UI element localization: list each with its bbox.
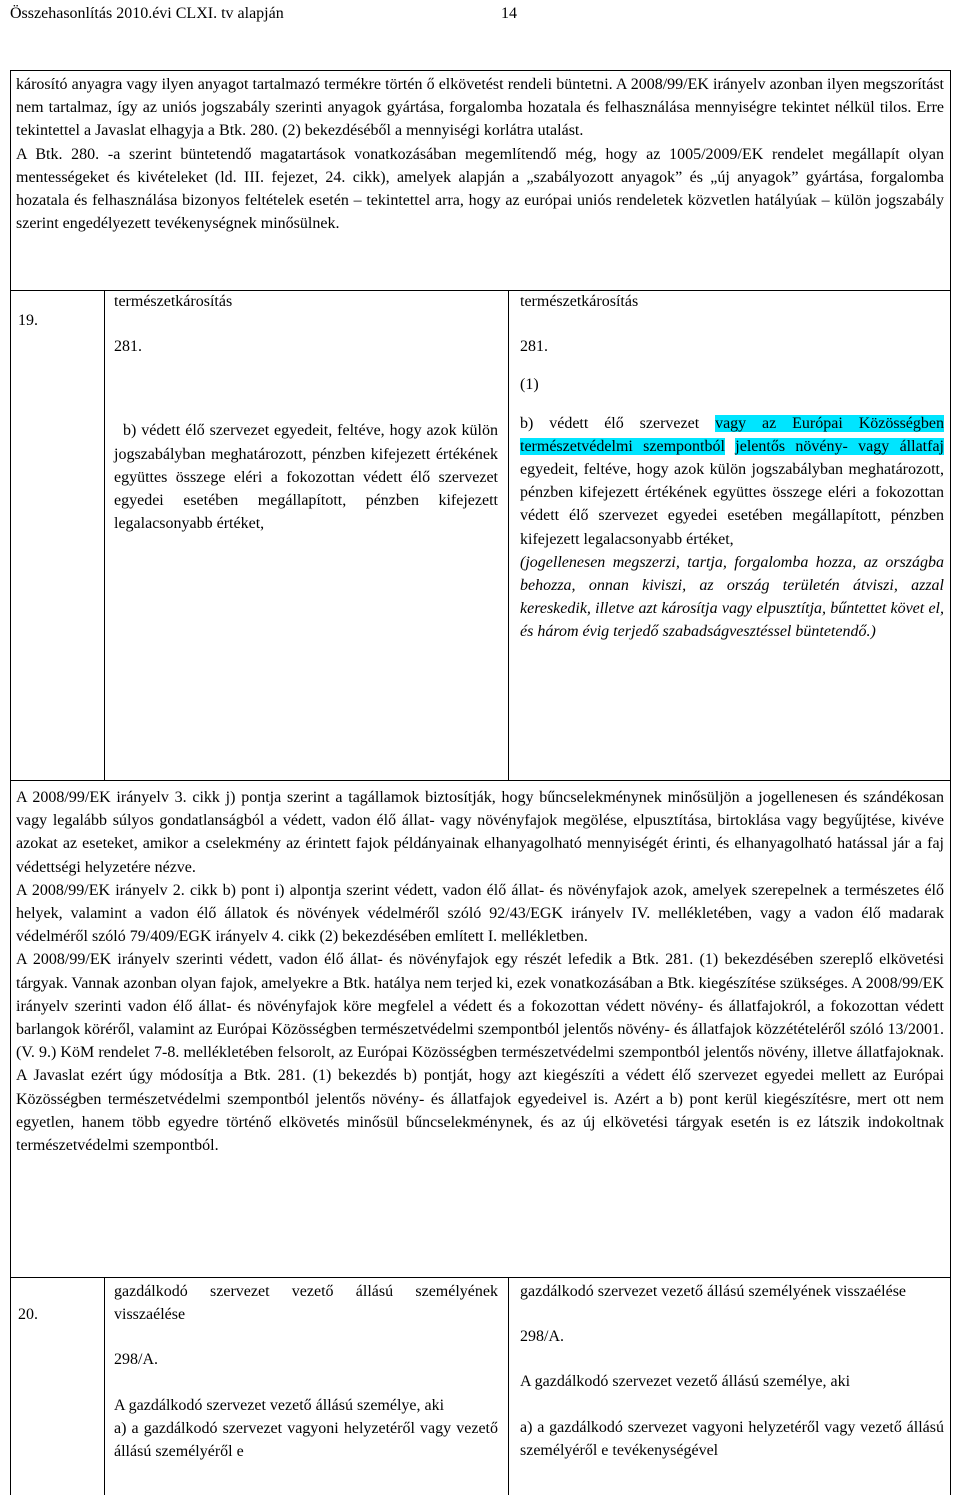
section-number: 281. (114, 338, 142, 356)
section-text: b) védett élő szervezet egyedeit, feltéve, hogy azok külön jogszabályban meghatározott, pénzben kifejezett értékének együttes összege eléri a fokozottan védett élő szervezet egyedei esetében megállapított, pénzben kifejezett legalacsonyabb értéket, (114, 422, 498, 533)
section-number: 281. (520, 338, 548, 356)
section-number: 298/A. (114, 1351, 158, 1369)
row-number: 20. (18, 1306, 38, 1323)
section-heading: gazdálkodó szervezet vezető állású személyének visszaélése (520, 1283, 907, 1300)
highlighted-amendment: jelentős növény- vagy állatfaj (735, 437, 944, 455)
explanation-paragraph: A 2008/99/EK irányelv 2. cikk b) pont i) alpontja szerint védett, vadon élő állat- és növényfajok azok, amelyek szerepelnek a természetes élő helyek, valamint a vadon élő állatok és növények védelméről szóló 92/43/EGK irányelv IV. mellékletében, vagy a vadon élő madarak védelméről szóló 79/409/EGK irányelv 4. cikk (2) bekezdésében említett I. mellékletben. (16, 881, 944, 946)
highlighted-amendment: vagy az Európai Közösségben természetvédelmi szempontból (520, 414, 945, 455)
table-top-border (10, 70, 950, 71)
row-divider (10, 780, 950, 781)
penalty-text: (jogellenesen megszerzi, tartja, forgalomba hozza, az országba behozza, onnan kiviszi, az ország területén átviszi, azzal kereskedik, illetve azt károsítja vagy elpusztítja, bűntettet követ el, és három évig terjedő szabadságvesztéssel büntetendő.) (520, 553, 944, 641)
proposed-law-column (520, 290, 944, 644)
explanation-paragraph: A 2008/99/EK irányelv 3. cikk j) pontja szerint a tagállamok biztosítják, hogy bűncselekménynek minősüljön a jogellenesen és szándékosan vagy legalább súlyos gondatlanságból a védett, vadon élő állat- vagy növényfajok megölése, elpusztítása, birtoklása vagy begyűjtése, kivéve azokat az eseteket, amikor a cselekmény az érintett fajok példányainak elhanyagolható mennyiségét érinti, és elhanyagolható hatással jár a faj védettségi helyzetére nézve. (16, 789, 944, 876)
section-text: a) a gazdálkodó szervezet vagyoni helyzetéről vagy vezető állású személyéről e tevékenységével (520, 1418, 944, 1459)
document-title: Összehasonlítás 2010.évi CLXI. tv alapján (10, 5, 284, 22)
intro-text (16, 73, 944, 235)
current-law-column (114, 1280, 498, 1463)
explanation-paragraph: A 2008/99/EK irányelv szerinti védett, vadon élő állat- és növényfajok egy részét lefedik a Btk. 281. (1) bekezdésében szereplő elkövetési tárgyak. Vannak azonban olyan fajok, amelyekre a Btk. hatálya nem terjed ki, ezek vonatkozásában a Btk. kiegészítése szükséges. A 2008/99/EK irányelv szerinti vadon élő állat- és növényfajok köre megfelel a védett és a fokozottan védett növény- és állatfajokról, a fokozottan védett barlangok köréről, valamint az Európai Közösségben természetvédelmi szempontból jelentős növény- és állatfajok közzétételéről szóló 13/2001. (V. 9.) KöM rendelet 7-8. mellékletében felsorolt, az Európai Közösségben természetvédelmi szempontból jelentős növény, illetve állatfajoknak. A Javaslat ezért úgy módosítja a Btk. 281. (1) bekezdés b) pontját, hogy azt kiegészíti a védett élő szervezet egyedei mellett az Európai Közösségben természetvédelmi szempontból jelentős növény- és állatfajok egyedeivel is. Azért a b) pont kerül kiegészítésre, mert ott nem egyetlen, hanem több egyedre történő elkövetés minősül bűncselekménynek, és az új elkövetési tárgyak esetén is ez látszik indokoltnak természetvédelmi szempontból. (16, 951, 944, 1155)
paragraph-number: (1) (520, 376, 539, 394)
row-divider (10, 1277, 950, 1278)
explanation-text (16, 786, 944, 1157)
table-left-border (10, 70, 11, 1495)
section-text: A gazdálkodó szervezet vezető állású személye, aki (114, 1396, 445, 1414)
section-number: 298/A. (520, 1328, 564, 1346)
column-divider (104, 1277, 105, 1495)
page-header (10, 2, 950, 32)
proposed-law-column (520, 1280, 944, 1462)
intro-paragraph: A Btk. 280. -a szerint büntetendő magatartások vonatkozásában megemlítendő még, hogy az 1005/2009/EK rendelet megállapít olyan mentességeket és kivételeket (ld. III. fejezet, 24. cikk), amelyek alapján a „szabályozott anyagok” és „új anyagok” gyártása, forgalomba hozatala és felhasználása bizonyos feltételek esetén – tekintettel arra, hogy az európai uniós rendeletek közvetlen hatályúak – külön jogszabály szerint engedélyezett tevékenységnek minősülnek. (16, 145, 944, 233)
section-text: A gazdálkodó szervezet vezető állású személye, aki (520, 1373, 851, 1391)
section-text: b) védett élő szervezet vagy az Európai Közösségben természetvédelmi szempontból jelentős növény- vagy állatfaj egyedeit, feltéve, hogy azok külön jogszabályban meghatározott, pénzben kifejezett értékének együttes összege eléri a fokozottan védett élő szervezet egyedei esetében megállapított, pénzben kifejezett legalacsonyabb értéket, (520, 414, 945, 548)
section-heading: természetkárosítás (520, 293, 639, 310)
page-number: 14 (501, 5, 517, 22)
column-divider (508, 290, 509, 780)
row-number: 19. (18, 312, 38, 329)
column-divider (508, 1277, 509, 1495)
section-heading: természetkárosítás (114, 293, 233, 310)
section-text: a) a gazdálkodó szervezet vagyoni helyzetéről vagy vezető állású személyéről e (114, 1419, 498, 1461)
section-heading: gazdálkodó szervezet vezető állású személyének visszaélése (114, 1283, 498, 1324)
table-right-border (950, 70, 951, 1495)
column-divider (104, 290, 105, 780)
intro-paragraph: károsító anyagra vagy ilyen anyagot tartalmazó termékre történ ő elkövetést rendeli büntetni. A 2008/99/EK irányelv azonban ilyen megszorítást nem tartalmaz, így az uniós jogszabály szerinti anyagok gyártása, forgalomba hozatala és felhasználása mennyiségre tekintet nélkül tilos. Erre tekintettel a Javaslat elhagyja a Btk. 280. (2) bekezdéséből a mennyiségi korlátra utalást. (16, 76, 944, 140)
current-law-column (114, 290, 498, 535)
